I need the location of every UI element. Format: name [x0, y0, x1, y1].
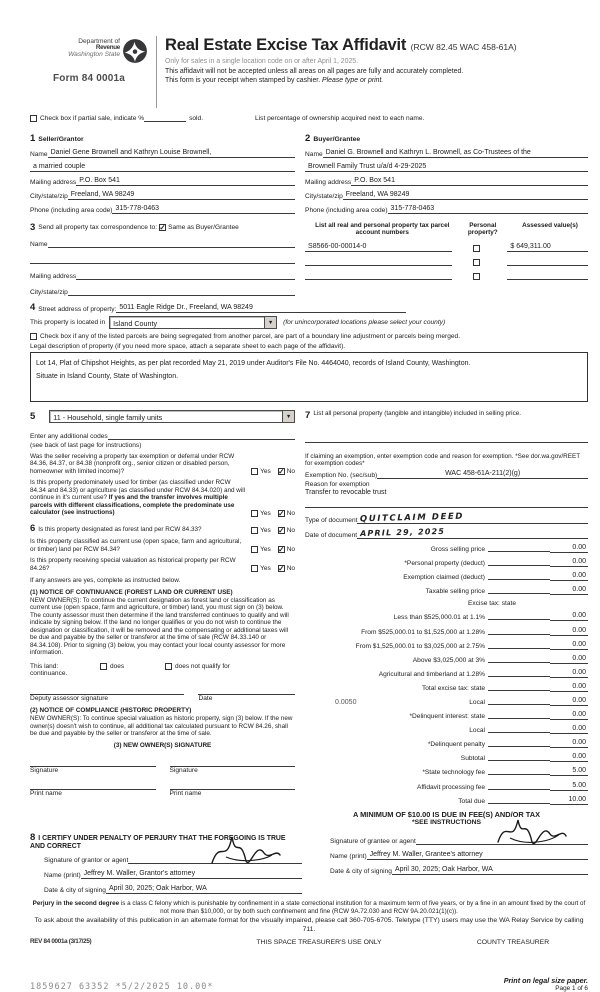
certify-statement: I CERTIFY UNDER PENALTY OF PERJURY THAT THE FOREGOING IS TRUE AND CORRECT — [30, 834, 286, 850]
tax-row-value[interactable]: 0.00 — [550, 738, 588, 748]
personal-property-checkbox-1[interactable] — [473, 245, 480, 252]
q2-yes-checkbox[interactable] — [251, 510, 258, 517]
q2-no-checkbox[interactable]: ✓ — [278, 508, 285, 518]
q5-no-label: No — [286, 565, 296, 573]
seller-name-field-2[interactable]: a married couple — [30, 162, 295, 172]
grantee-date-city-field[interactable]: April 30, 2025; Oak Harbor, WA — [392, 865, 588, 875]
tax-row-value[interactable]: 0.00 — [550, 752, 588, 762]
tax-row-label: From $525,000.01 to $1,525,000 at 1.28% — [361, 628, 485, 636]
corr-mailing-field[interactable] — [76, 271, 295, 280]
segregated-checkbox[interactable] — [30, 333, 37, 340]
segregated-label: Check box if any of the listed parcels are being segregated from another parcel, are part of a boundary line adjustment or parcels being merged. — [40, 333, 461, 340]
tax-row-label: Local — [469, 699, 485, 706]
tax-row-value[interactable]: 0.00 — [550, 724, 588, 734]
tax-row-label: From $1,525,000.01 to $3,025,000 at 2.75% — [355, 642, 485, 650]
section8-number: 8 — [30, 831, 36, 843]
assessed-value-field-2[interactable] — [507, 257, 588, 266]
does-checkbox[interactable] — [100, 663, 107, 670]
seller-name-label: Name — [30, 151, 48, 158]
print-legal-note: Print on legal size paper. — [503, 976, 588, 986]
new-owner-signature-field-1[interactable] — [30, 759, 156, 767]
ownership-percent-note: List percentage of ownership acquired next to each name. — [255, 115, 425, 122]
reason-exemption-field-line[interactable] — [305, 502, 588, 508]
see-instructions-note: *SEE INSTRUCTIONS — [411, 818, 482, 826]
tax-row-label: Less than $525,000.01 at 1.1% — [393, 614, 485, 622]
parcel-number-field-2[interactable] — [305, 257, 452, 266]
cashier-stamp: 1859627 63352 *5/2/2025 10.00* — [30, 982, 214, 992]
notice-continuance-body: NEW OWNER(S): To continue the current designation as forest land or classification as current use (open space, farm and agriculture, or timber) land, you must sign on (3) below. The county assessor must then determine if the land transferred continues to qualify and will indicate by signing below. If the land no longer qualifies or you do not wish to continue the designation or classification, it will be removed and the compensating or additional taxes will be due and payable by the seller or transferor at the time of sale (RCW 84.33.140 or 84.34.108). Prior to signing (3) below, you may contact your local county assessor for more information. — [30, 596, 289, 657]
seller-phone-field[interactable]: 315-778-0463 — [112, 204, 295, 214]
partial-sale-percent-field[interactable] — [144, 121, 186, 122]
timber-agriculture-question: Is this property predominately used for timber (as classified under RCW 84.34 and 84.33) or agriculture (as classified under RCW 84.34.020) and will continue in it's current use? — [30, 479, 246, 502]
q1-yes-label: Yes — [260, 468, 271, 476]
grantee-date-city-label: Date & city of signing — [330, 867, 392, 875]
tax-row-value[interactable]: 0.00 — [550, 543, 588, 553]
tax-computation-column — [305, 410, 588, 826]
agency-logo-block — [30, 34, 148, 84]
form-header — [30, 34, 588, 108]
tax-row-label: Total excise tax: state — [421, 684, 485, 692]
legal-description-label: Legal description of property (if you need more space, attach a separate sheet to each page of the affidavit). — [30, 343, 346, 350]
deputy-date-label: Date — [198, 694, 213, 702]
certification-section — [30, 832, 588, 894]
use-classification-column — [30, 410, 295, 826]
tax-row-label: *Personal property (deduct) — [404, 560, 485, 568]
tax-row-label: Local — [469, 727, 485, 735]
seller-section — [30, 128, 295, 214]
q3-no-checkbox[interactable]: ✓ — [278, 525, 285, 535]
corr-name-field-2[interactable] — [30, 255, 295, 264]
tax-row-value[interactable]: 10.00 — [550, 795, 588, 805]
buyer-section — [305, 128, 588, 214]
new-owner-signature-field-2[interactable] — [170, 759, 296, 767]
alternate-format-note: To ask about the availability of this publication in an alternate format for the visually impaired, please call 360-705-6705. Teletype (TTY) users may use the WA Relay Service by calling 711. — [34, 917, 584, 933]
parcel-number-field-1[interactable]: S8566-00-00014-0 — [305, 242, 452, 252]
new-owner-printname-field-1[interactable] — [30, 782, 156, 790]
tax-row-label: Gross selling price — [430, 546, 485, 554]
perjury-bold: Perjury in the second degree — [32, 899, 120, 907]
grantor-name-print-field[interactable]: Jeffrey M. Waller, Grantor's attorney — [81, 869, 302, 879]
section6-number: 6 — [30, 522, 36, 534]
signature-label-2: Signature — [169, 767, 198, 775]
legal-description-box[interactable] — [30, 352, 588, 402]
street-address-field[interactable]: 5011 Eagle Ridge Dr., Freeland, WA 98249 — [116, 303, 406, 313]
local-rate-value: 0.0050 — [335, 699, 357, 706]
tax-row-value[interactable]: 0.00 — [550, 611, 588, 621]
tax-row-value[interactable]: 0.00 — [550, 585, 588, 595]
page-indicator: Page 1 of 6 — [555, 985, 588, 992]
buyer-mailing-label: Mailing address — [305, 179, 352, 186]
tax-row-label: Total due — [458, 797, 485, 805]
section4-number: 4 — [30, 302, 36, 313]
header-note-1: Only for sales in a single location code on or after April 1, 2025. — [165, 58, 359, 65]
corr-city-field[interactable] — [68, 287, 295, 296]
q2-yes-label: Yes — [260, 509, 271, 517]
additional-codes-label: Enter any additional codes — [30, 433, 108, 440]
buyer-mailing-field[interactable]: P.O. Box 541 — [351, 176, 588, 186]
parcel-numbers-header: List all real and personal property tax parcel account numbers — [315, 222, 450, 237]
grantor-date-city-field[interactable]: April 30, 2025; Oak Harbor, WA — [106, 884, 302, 894]
historical-property-question: Is this property receiving special valuation as historical property per RCW 84.26? — [30, 557, 236, 572]
tax-row-value[interactable]: 0.00 — [550, 710, 588, 720]
title-rcw-ref: (RCW 82.45 WAC 458-61A) — [410, 42, 517, 52]
q5-no-checkbox[interactable]: ✓ — [278, 563, 285, 573]
county-dropdown[interactable] — [109, 316, 277, 329]
dept-of-label: Department of — [78, 38, 120, 45]
seller-mailing-field[interactable]: P.O. Box 541 — [76, 176, 295, 186]
buyer-city-field[interactable]: Freeland, WA 98249 — [343, 190, 588, 200]
exemption-note: If claiming an exemption, enter exemption code and reason for exemption. *See dor.wa.gov/REET for exemption codes* — [305, 453, 580, 468]
grantor-date-city-label: Date & city of signing — [44, 886, 106, 894]
street-address-label: Street address of property: — [38, 306, 117, 313]
seller-name-field[interactable]: Daniel Gene Brownell and Kathryn Louise Brownell, — [48, 148, 295, 158]
tax-row-value[interactable]: 5.00 — [550, 766, 588, 776]
does-not-label: does not qualify for — [175, 662, 230, 670]
header-note-3-em: Please type or print. — [322, 77, 384, 85]
q5-yes-checkbox[interactable] — [251, 565, 258, 572]
tax-row-label: *Delinquent penalty — [427, 741, 485, 749]
exemption-no-field[interactable]: WAC 458-61A-211(2)(g) — [377, 469, 588, 479]
buyer-phone-field[interactable]: 315-778-0463 — [388, 204, 588, 214]
notice-compliance-title: (2) NOTICE OF COMPLIANCE (HISTORIC PROPERTY) — [30, 706, 192, 714]
tax-row-value[interactable]: 0.00 — [550, 571, 588, 581]
form-number: Form 84 0001a — [52, 73, 126, 84]
personal-property-intro: List all personal property (tangible and intangible) included in selling price. — [313, 410, 522, 417]
grantee-name-print-field[interactable]: Jeffrey M. Waller, Grantee's attorney — [367, 850, 588, 860]
seller-mailing-label: Mailing address — [30, 179, 77, 186]
section1-number: 1 — [30, 133, 36, 144]
perjury-text: is a class C felony which is punishable by confinement in a state correctional institution for a maximum term of five years, or by a fine in an amount fixed by the court of not more than $10,000, or by both such confinement and fine (RCW 9A.72.030 and RCW 9A.20.021(1)(c)). — [119, 899, 586, 915]
tax-row-label: *State technology fee — [422, 769, 485, 777]
rev-form-id: REV 84 0001a (3/17/25) — [30, 938, 92, 946]
treasurer-use-label: THIS SPACE TREASURER'S USE ONLY — [256, 939, 382, 947]
page-title: Real Estate Excise Tax Affidavit — [165, 36, 407, 54]
tax-row-value[interactable]: 0.00 — [550, 557, 588, 567]
section5-number: 5 — [30, 411, 36, 422]
if-any-yes-note: If any answers are yes, complete as instructed below. — [30, 577, 181, 585]
deputy-assessor-label: Deputy assessor signature — [30, 694, 109, 702]
corr-mailing-label: Mailing address — [30, 273, 77, 280]
buyer-phone-label: Phone (including area code) — [305, 207, 388, 214]
minimum-due-note: A MINIMUM OF $10.00 IS DUE IN FEE(S) AND/OR TAX — [353, 809, 541, 819]
q2-no-label: No — [286, 509, 296, 517]
q3-no-label: No — [286, 527, 296, 535]
print-name-label-1: Print name — [30, 790, 62, 798]
tax-row-label: Above $3,025,000 at 3% — [412, 656, 485, 664]
grantor-signature-label: Signature of grantor or agent — [44, 856, 129, 864]
located-note: (for unincorporated locations please select your county) — [283, 319, 446, 326]
property-location-section — [30, 302, 588, 402]
grantee-signature-field[interactable] — [416, 836, 588, 845]
excise-tax-state-header: Excise tax: state — [467, 600, 516, 608]
tax-row-label: Taxable selling price — [425, 588, 485, 596]
section7-number: 7 — [305, 410, 311, 421]
correspondence-label: Send all property tax correspondence to: — [38, 224, 158, 231]
land-use-code-value: 11 - Household, single family units — [53, 413, 163, 422]
tax-row-value[interactable]: 0.00 — [550, 640, 588, 650]
continuance-label: continuance. — [30, 669, 68, 677]
county-dropdown-value: Island County — [113, 319, 158, 328]
seller-phone-label: Phone (including area code) — [30, 207, 113, 214]
buyer-name-label: Name — [305, 151, 323, 158]
buyer-city-label: City/state/zip — [305, 193, 343, 200]
print-name-label-2: Print name — [169, 790, 202, 798]
section2-heading: Buyer/Grantee — [313, 136, 361, 143]
partial-sale-checkbox[interactable] — [30, 115, 37, 122]
q4-yes-checkbox[interactable] — [251, 546, 258, 553]
notice-continuance-title: (1) NOTICE OF CONTINUANCE (FOREST LAND OR CURRENT USE) — [30, 588, 233, 596]
q1-no-label: No — [286, 468, 296, 476]
personal-property-checkbox-2[interactable] — [473, 259, 480, 266]
parcel-table — [305, 222, 588, 296]
tax-row-value[interactable]: 0.00 — [550, 668, 588, 678]
tax-row-label: Agricultural and timberland at 1.28% — [378, 670, 485, 678]
tax-row-value[interactable]: 0.00 — [550, 682, 588, 692]
q1-no-checkbox[interactable]: ✓ — [278, 467, 285, 477]
buyer-name-field-2[interactable]: Brownell Family Trust u/a/d 4-29-2025 — [305, 162, 588, 172]
same-as-buyer-checkbox[interactable]: ✓ — [159, 222, 166, 232]
grantee-name-print-label: Name (print) — [330, 852, 367, 860]
new-owner-signature-title: (3) NEW OWNER(S) SIGNATURE — [113, 741, 212, 749]
header-divider — [156, 36, 157, 108]
assessed-value-header: Assessed value(s) — [522, 222, 578, 229]
tax-row-label: Exemption claimed (deduct) — [403, 574, 485, 582]
new-owner-printname-field-2[interactable] — [170, 782, 296, 790]
tax-row-value[interactable]: 0.00 — [550, 696, 588, 706]
date-of-document-label: Date of document — [305, 531, 358, 539]
assessed-value-field-1[interactable]: $ 649,311.00 — [507, 242, 588, 252]
deputy-assessor-signature-field[interactable] — [30, 687, 184, 695]
tax-row-label: Affidavit processing fee — [416, 783, 485, 791]
tax-correspondence-section — [30, 222, 295, 296]
reason-exemption-label: Reason for exemption — [305, 480, 370, 488]
agency-sub: Washington State — [68, 51, 120, 59]
grantee-signature-label: Signature of grantee or agent — [330, 837, 416, 845]
legal-description-line-2: Situate in Island County, State of Washington. — [36, 373, 179, 381]
tax-row-value[interactable]: 0.00 — [550, 626, 588, 636]
county-dropdown-arrow-icon[interactable]: ▼ — [264, 317, 276, 328]
county-treasurer-label: COUNTY TREASURER — [476, 939, 550, 947]
personal-property-header: Personal property? — [467, 222, 498, 237]
grantor-signature-field[interactable] — [128, 855, 302, 864]
section2-number: 2 — [305, 133, 311, 144]
signature-label-1: Signature — [30, 767, 59, 775]
q3-yes-checkbox[interactable] — [251, 527, 258, 534]
q4-no-label: No — [286, 546, 296, 554]
additional-codes-field[interactable] — [108, 431, 295, 440]
revenue-logo-icon — [122, 38, 148, 69]
land-use-dropdown-arrow-icon[interactable]: ▼ — [282, 411, 294, 422]
agency-name: Revenue — [95, 44, 120, 51]
section3-number: 3 — [30, 222, 36, 233]
personal-property-checkbox-3[interactable] — [473, 273, 480, 280]
located-in-label: This property is located in — [30, 319, 106, 326]
q4-yes-label: Yes — [260, 546, 271, 554]
grantor-name-print-label: Name (print) — [44, 871, 81, 879]
timber-agriculture-question-bold: If yes and the transfer involves multiple parcels with different classifications, complete the predominate use calculator (see instructions) — [30, 494, 235, 517]
header-note-2: This affidavit will not be accepted unless all areas on all pages are fully and accurately completed. — [165, 67, 464, 75]
exemption-no-label: Exemption No. (sec/sub) — [305, 471, 378, 479]
type-of-document-label: Type of document — [305, 516, 358, 524]
tax-row-label: Subtotal — [460, 755, 485, 763]
seller-city-field[interactable]: Freeland, WA 98249 — [68, 190, 295, 200]
current-use-question: Is this property classified as current use (open space, farm and agricultural, or timber) land per RCW 84.34? — [30, 538, 242, 553]
buyer-name-field[interactable]: Daniel G. Brownell and Kathryn L. Brownell, as Co-Trustees of the — [323, 148, 588, 158]
header-note-3: This form is your receipt when stamped by cashier. — [165, 77, 323, 85]
corr-name-label: Name — [30, 241, 48, 248]
land-use-code-dropdown[interactable] — [49, 410, 295, 423]
forest-land-question: Is this property designated as forest land per RCW 84.33? — [38, 525, 202, 533]
does-label: does — [110, 662, 125, 670]
does-not-checkbox[interactable] — [165, 663, 172, 670]
tax-row-value[interactable]: 0.00 — [550, 654, 588, 664]
this-land-label: This land: — [30, 662, 59, 670]
personal-property-list-field[interactable] — [305, 435, 588, 443]
partial-sale-sold-label: sold. — [189, 115, 204, 122]
corr-name-field[interactable] — [48, 239, 295, 248]
q5-yes-label: Yes — [260, 565, 271, 573]
partial-sale-label: Check box if partial sale, indicate % — [40, 115, 145, 122]
q1-yes-checkbox[interactable] — [251, 468, 258, 475]
exemption-deferral-question: Was the seller receiving a property tax exemption or deferral under RCW 84.36, 84.37, or 84.38 (nonprofit org., senior citizen or disabled person, homeowner with limited income)? — [30, 453, 235, 475]
deputy-date-field[interactable] — [198, 687, 295, 695]
parcel-number-field-3[interactable] — [305, 271, 452, 280]
notice-compliance-body: NEW OWNER(S): To continue special valuation as historic property, sign (3) below. If the new owner(s) doesn't wish to continue, all additional tax calculated pursuant to RCW 84.26, shall be due and payable by the seller or transferor at the time of sale. — [30, 715, 293, 738]
section1-heading: Seller/Grantor — [38, 136, 84, 143]
seller-city-label: City/state/zip — [30, 193, 68, 200]
q3-yes-label: Yes — [260, 527, 271, 535]
reason-exemption-value[interactable]: Transfer to revocable trust — [305, 488, 387, 496]
corr-city-label: City/state/zip — [30, 289, 68, 296]
tax-row-value[interactable]: 5.00 — [550, 781, 588, 791]
additional-codes-note: (see back of last page for instructions) — [30, 442, 142, 449]
tax-row-label: *Delinquent interest: state — [409, 713, 485, 721]
date-of-document-value[interactable]: APRIL 29, 2025 — [360, 526, 446, 539]
q4-no-checkbox[interactable]: ✓ — [278, 544, 285, 554]
type-of-document-value[interactable]: QUITCLAIM DEED — [360, 511, 465, 525]
legal-description-line-1: Lot 14, Plat of Chipshot Heights, as per plat recorded May 21, 2019 under Auditor's File No. 4464040, records of Island County, Washington. — [36, 360, 471, 367]
same-as-buyer-label: Same as Buyer/Grantee — [168, 224, 239, 231]
assessed-value-field-3[interactable] — [507, 271, 588, 280]
